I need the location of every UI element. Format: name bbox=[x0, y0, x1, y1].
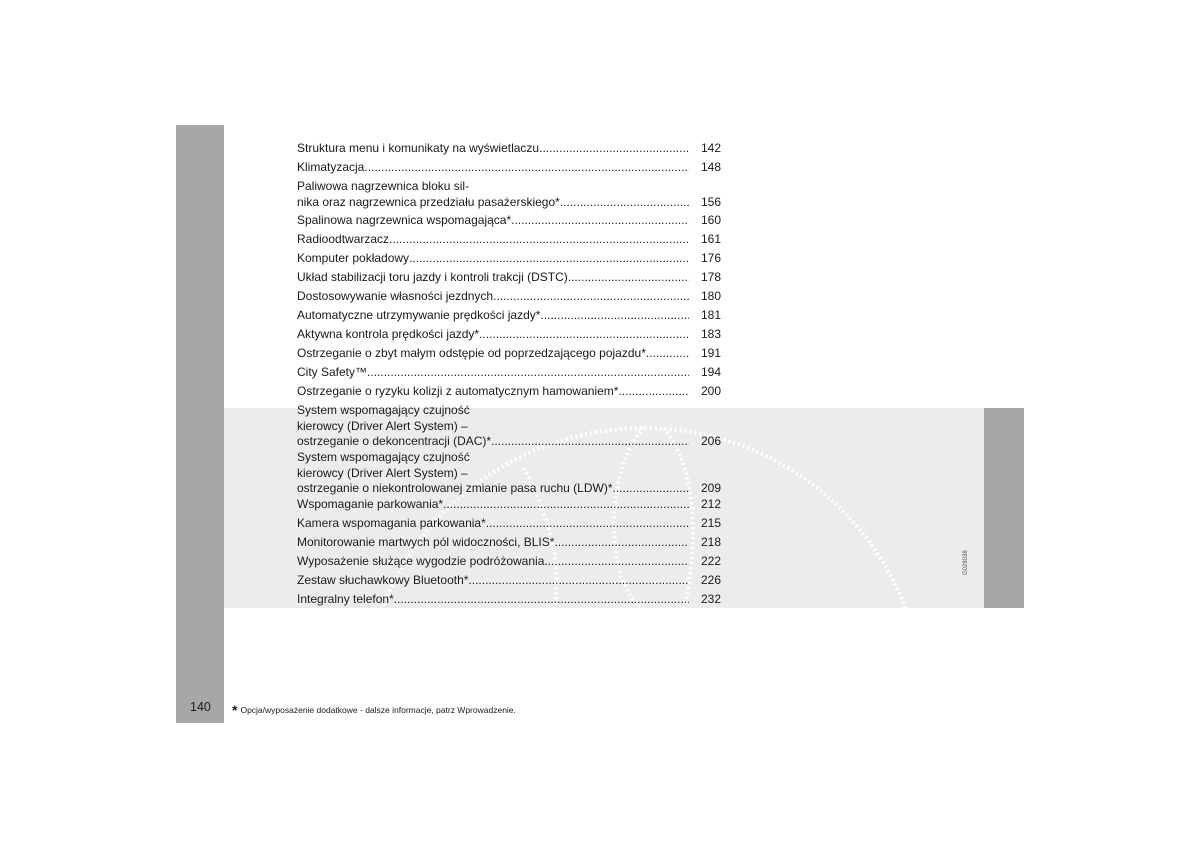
toc-page-number: 142 bbox=[700, 141, 721, 155]
toc-entry[interactable] bbox=[297, 535, 721, 551]
toc-dot-leader bbox=[486, 516, 689, 532]
toc-page-number: 161 bbox=[700, 232, 721, 246]
toc-entry[interactable] bbox=[297, 592, 721, 608]
toc-dot-leader bbox=[613, 481, 690, 497]
toc-page-number: 232 bbox=[700, 592, 721, 606]
toc-entry[interactable] bbox=[297, 289, 721, 305]
toc-entry[interactable] bbox=[297, 251, 721, 267]
toc-page-number: 191 bbox=[700, 346, 721, 360]
toc-page-number: 176 bbox=[700, 251, 721, 265]
toc-entry-title: Struktura menu i komunikaty na wyświetlaczu bbox=[297, 141, 540, 155]
toc-entry[interactable] bbox=[297, 554, 721, 570]
chapter-side-tab bbox=[176, 125, 224, 723]
toc-page-number: 222 bbox=[700, 554, 721, 568]
toc-page-number: 183 bbox=[700, 327, 721, 341]
footnote bbox=[232, 702, 516, 718]
toc-dot-leader bbox=[367, 365, 689, 381]
toc-entry-title: System wspomagający czujność bbox=[297, 403, 470, 417]
toc-dot-leader bbox=[493, 289, 689, 305]
toc-dot-leader bbox=[479, 327, 689, 343]
toc-entry-title: Ostrzeganie o ryzyku kolizji z automatycznym hamowaniem* bbox=[297, 384, 619, 398]
toc-dot-leader bbox=[544, 554, 689, 570]
toc-entry-title: Automatyczne utrzymywanie prędkości jazdy* bbox=[297, 308, 541, 322]
toc-entry[interactable] bbox=[297, 403, 721, 450]
toc-page-number: 200 bbox=[700, 384, 721, 398]
toc-entry[interactable] bbox=[297, 308, 721, 324]
toc-page-number: 212 bbox=[700, 497, 721, 511]
toc-entry-title: kierowcy (Driver Alert System) – bbox=[297, 465, 468, 480]
footnote-marker: * bbox=[232, 702, 238, 718]
toc-page-number: 160 bbox=[700, 213, 721, 227]
image-code: G028038 bbox=[963, 550, 969, 575]
toc-entry-title: Ostrzeganie o zbyt małym odstępie od poprzedzającego pojazdu* bbox=[297, 346, 646, 360]
toc-dot-leader bbox=[468, 573, 689, 589]
toc-entry-title: Klimatyzacja bbox=[297, 160, 365, 174]
toc-entry[interactable] bbox=[297, 160, 721, 176]
toc-dot-leader bbox=[443, 497, 689, 513]
toc-entry-title: nika oraz nagrzewnica przedziału pasażerskiego* bbox=[297, 194, 560, 209]
toc-entry-title: Zestaw słuchawkowy Bluetooth* bbox=[297, 573, 469, 587]
toc-page-number: 178 bbox=[700, 270, 721, 284]
toc-entry-title: Monitorowanie martwych pól widoczności, BLIS* bbox=[297, 535, 555, 549]
toc-dot-leader bbox=[511, 213, 689, 229]
toc-page-number: 218 bbox=[700, 535, 721, 549]
toc-entry[interactable] bbox=[297, 270, 721, 286]
toc-entry-title: Paliwowa nagrzewnica bloku sil- bbox=[297, 179, 470, 193]
toc-page-number: 194 bbox=[700, 365, 721, 379]
toc-dot-leader bbox=[554, 535, 689, 551]
page-number: 140 bbox=[190, 700, 211, 714]
toc-page-number: 156 bbox=[700, 194, 721, 209]
toc-dot-leader bbox=[491, 434, 689, 450]
toc-dot-leader bbox=[568, 270, 689, 286]
toc-dot-leader bbox=[560, 195, 689, 211]
toc-entry[interactable] bbox=[297, 573, 721, 589]
toc-entry-title: Komputer pokładowy bbox=[297, 251, 410, 265]
toc-dot-leader bbox=[394, 592, 689, 608]
toc-entry-title: Spalinowa nagrzewnica wspomagająca* bbox=[297, 213, 512, 227]
toc-page-number: 215 bbox=[700, 516, 721, 530]
toc-entry[interactable] bbox=[297, 327, 721, 343]
toc-entry-title: ostrzeganie o niekontrolowanej zmianie pasa ruchu (LDW)* bbox=[297, 481, 613, 495]
toc-entry[interactable] bbox=[297, 365, 721, 381]
toc-entry-title: kierowcy (Driver Alert System) – bbox=[297, 418, 468, 433]
toc-dot-leader bbox=[618, 384, 689, 400]
toc-page-number: 206 bbox=[700, 434, 721, 448]
toc-entry-title: Integralny telefon* bbox=[297, 592, 394, 606]
toc-entry[interactable] bbox=[297, 232, 721, 248]
toc-entry[interactable] bbox=[297, 346, 721, 362]
toc-entry[interactable] bbox=[297, 497, 721, 513]
toc-entry-title: Radioodtwarzacz bbox=[297, 232, 390, 246]
toc-dot-leader bbox=[409, 251, 689, 267]
toc-entry[interactable] bbox=[297, 516, 721, 532]
toc-page-number: 226 bbox=[700, 573, 721, 587]
toc-entry[interactable] bbox=[297, 384, 721, 400]
toc-entry-title: Aktywna kontrola prędkości jazdy* bbox=[297, 327, 480, 341]
toc-page-number: 209 bbox=[700, 481, 721, 495]
toc-entry[interactable] bbox=[297, 450, 721, 497]
right-tab bbox=[984, 408, 1024, 608]
toc-dot-leader bbox=[540, 308, 689, 324]
toc-page-number: 181 bbox=[700, 308, 721, 322]
toc-entry[interactable] bbox=[297, 213, 721, 229]
footnote-text: Opcja/wyposażenie dodatkowe - dalsze informacje, patrz Wprowadzenie. bbox=[240, 705, 516, 715]
toc-entry-title: Wyposażenie służące wygodzie podróżowania bbox=[297, 554, 545, 568]
toc-entry[interactable] bbox=[297, 179, 721, 210]
toc-entry[interactable] bbox=[297, 141, 721, 157]
toc-entry-title: Kamera wspomagania parkowania* bbox=[297, 516, 486, 530]
toc-page-number: 148 bbox=[700, 160, 721, 174]
toc-page-number: 180 bbox=[700, 289, 721, 303]
toc-entry-title: System wspomagający czujność bbox=[297, 450, 470, 464]
toc-dot-leader bbox=[539, 141, 689, 157]
toc-entry-title: ostrzeganie o dekoncentracji (DAC)* bbox=[297, 434, 492, 448]
toc-dot-leader bbox=[364, 160, 689, 176]
toc-entry-title: Dostosowywanie własności jezdnych bbox=[297, 289, 494, 303]
toc-entry-title: City Safety™ bbox=[297, 365, 368, 379]
toc-entry-title: Wspomaganie parkowania* bbox=[297, 497, 444, 511]
toc-dot-leader bbox=[646, 346, 689, 362]
toc-entry-title: Układ stabilizacji toru jazdy i kontroli trakcji (DSTC) bbox=[297, 270, 568, 284]
toc-dot-leader bbox=[389, 232, 689, 248]
